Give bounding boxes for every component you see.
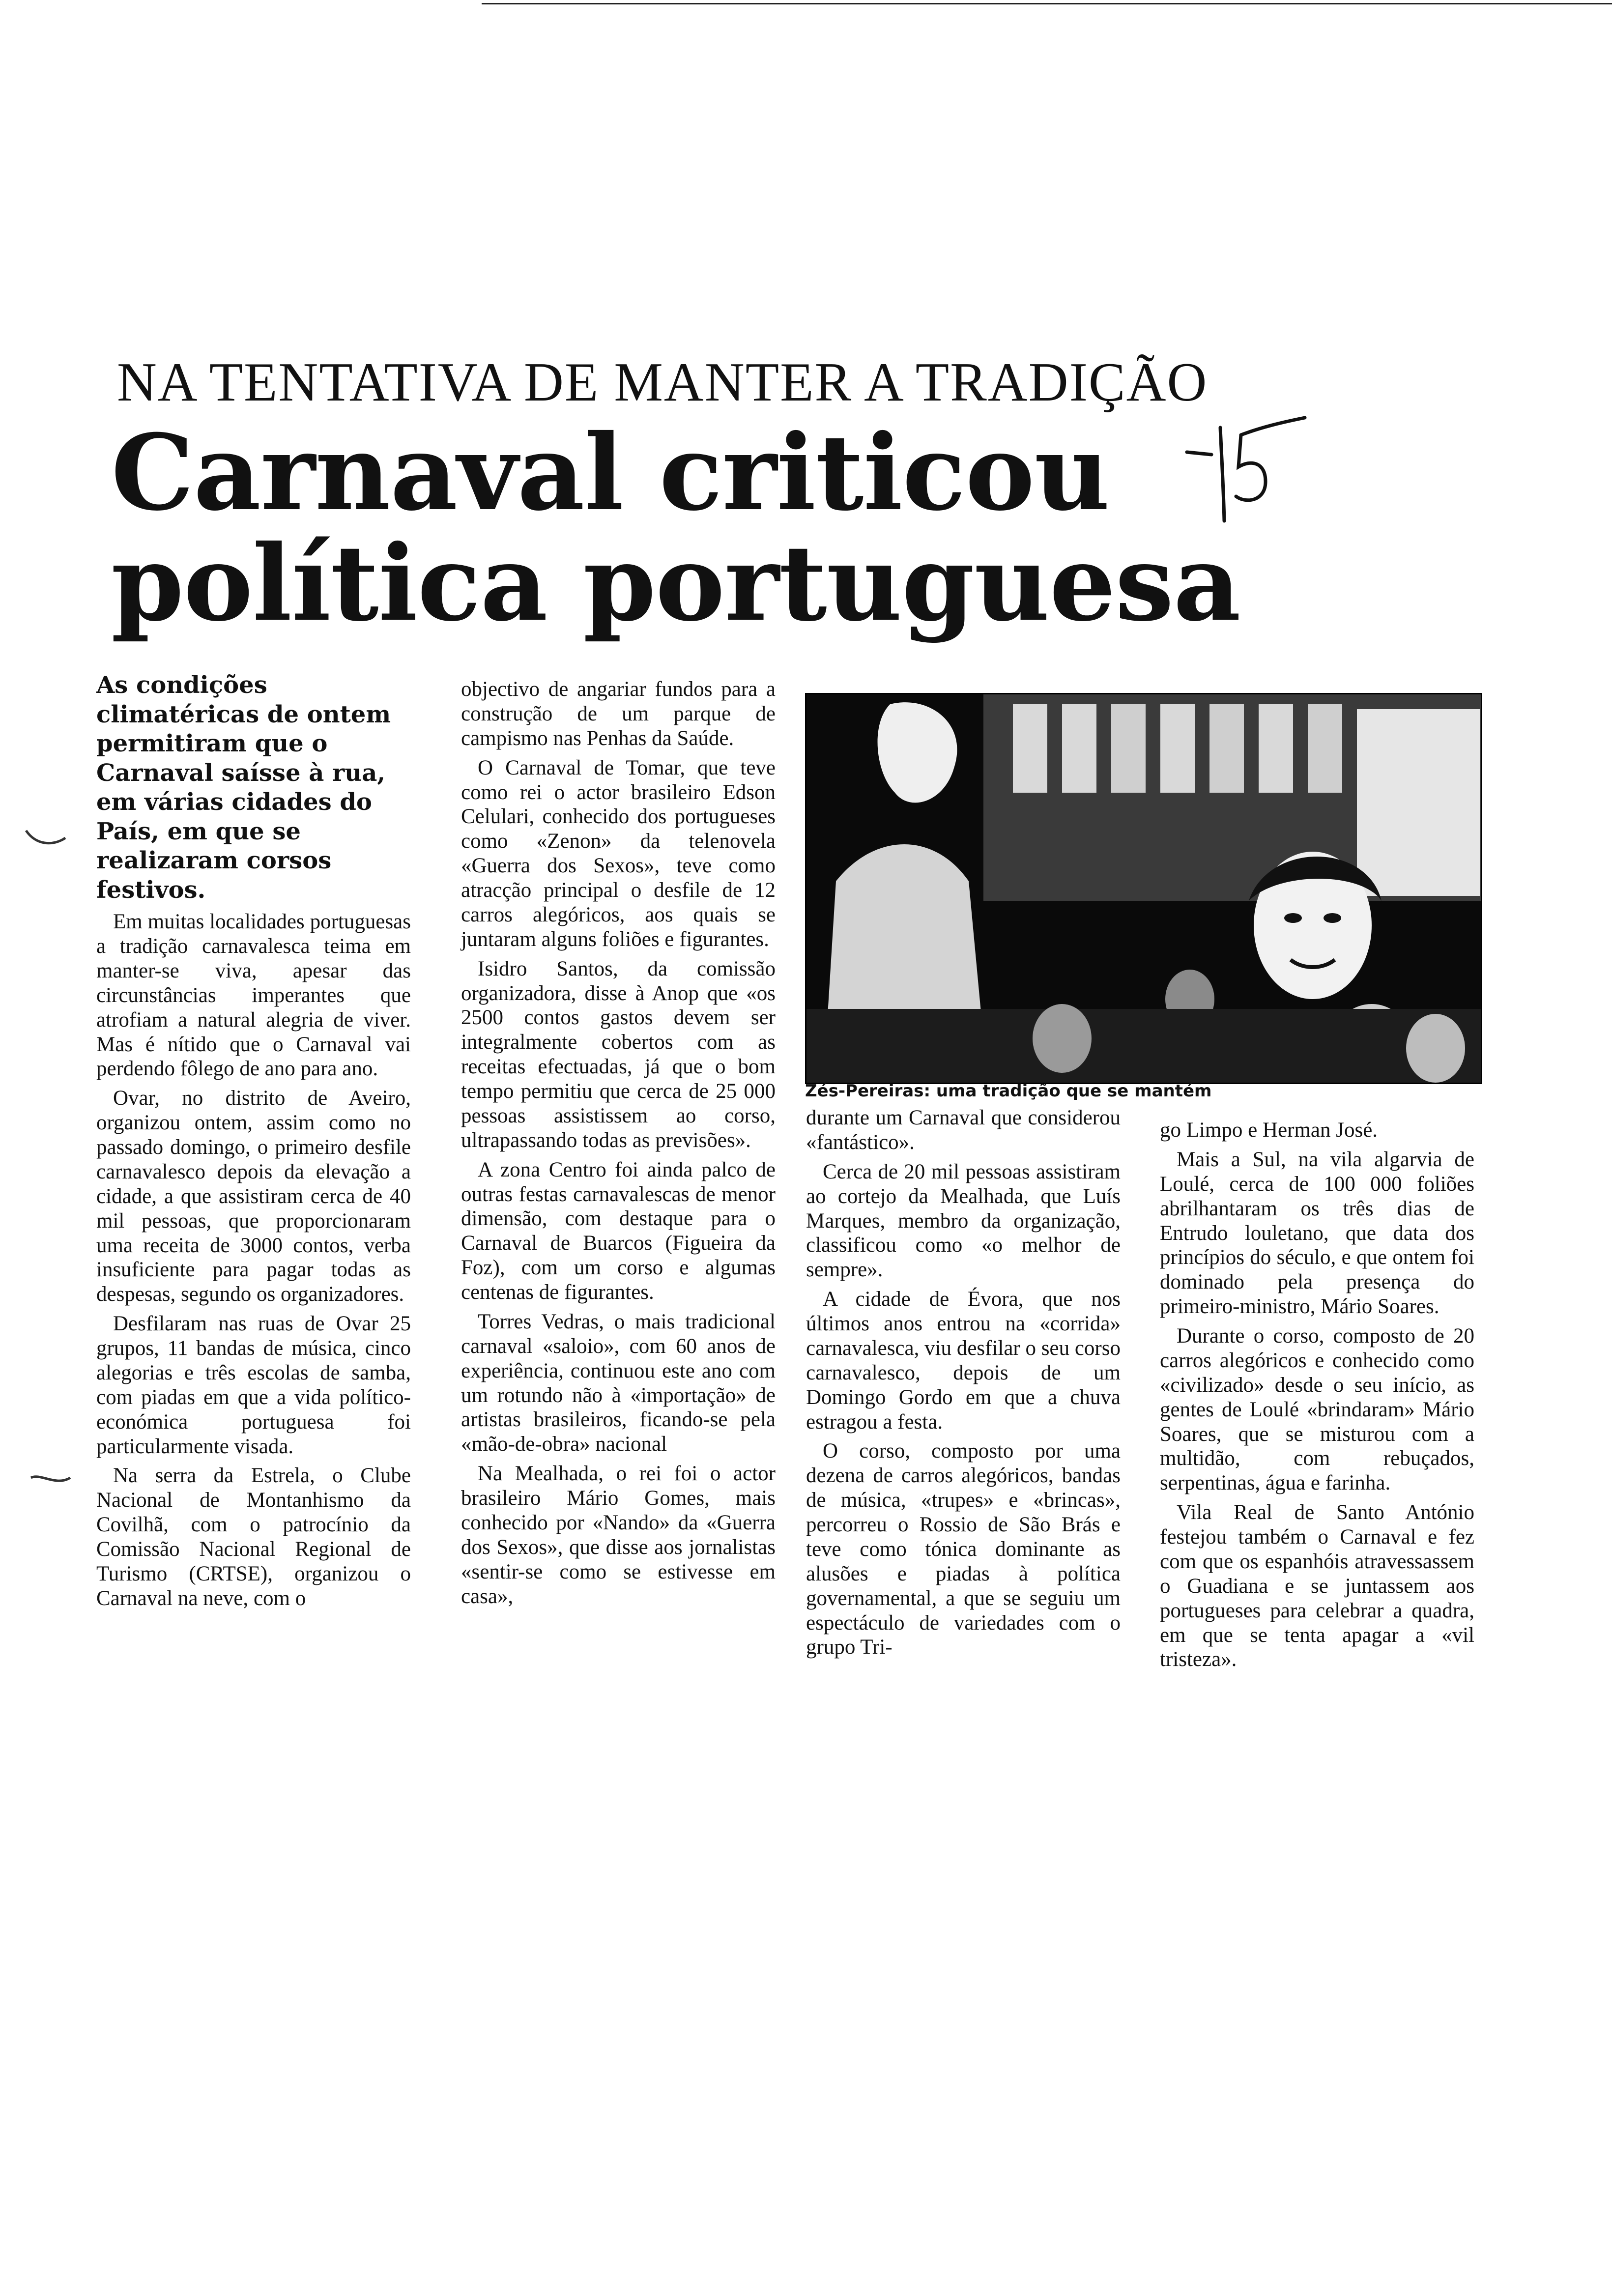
article-column-3 [806,1106,1121,1665]
article-photo [805,693,1482,1084]
article-kicker: NA TENTATIVA DE MANTER A TRADIÇÃO [117,352,1208,413]
handwritten-note-15 [1182,408,1320,536]
paragraph: A cidade de Évora, que nos últimos anos entrou na «corrida» carnavalesca, viu desfilar o seu corso carnavalesco, depois de um Domingo Gordo em que a chuva estragou a festa. [806,1288,1121,1434]
margin-mark-lower [29,1472,73,1496]
carnival-photo-illustration [806,694,1481,1083]
article-column-4 [1160,1118,1474,1677]
paragraph: A zona Centro foi ainda palco de outras festas carnavalescas de menor dimensão, com destaque para o Carnaval de Buarcos (Figueira da Foz), com um corso e algumas centenas de figurantes. [461,1158,776,1304]
paragraph: Em muitas localidades portuguesas a tradição carnavalesca teima em manter-se viva, apesar das circunstâncias imperantes que atrofiam a natural alegria de viver. Mas é nítido que o Carnaval vai perdendo fôlego de ano para ano. [96,910,411,1081]
paragraph: objectivo de angariar fundos para a construção de um parque de campismo nas Penhas da Saúde. [461,678,776,750]
paragraph: Cerca de 20 mil pessoas assistiram ao cortejo da Mealhada, que Luís Marques, membro da organização, classificou como «o melhor de sempre». [806,1160,1121,1282]
paragraph: Na serra da Estrela, o Clube Nacional de Montanhismo da Covilhã, com o patrocínio da Comissão Nacional Regional de Turismo (CRTSE), organizou o Carnaval na neve, com o [96,1464,411,1610]
photo-caption: Zés-Pereiras: uma tradição que se mantém [805,1081,1212,1101]
paragraph: Na Mealhada, o rei foi o actor brasileiro Mário Gomes, mais conhecido por «Nando» da «Guerra dos Sexos», que disse aos jornalistas «sentir-se como se estivesse em casa», [461,1462,776,1608]
paragraph: go Limpo e Herman José. [1160,1119,1378,1142]
paragraph: Vila Real de Santo António festejou também o Carnaval e fez com que os espanhóis atravessassem o Guadiana e se juntassem aos portugueses para celebrar a quadra, em que se tenta apagar a «vil tristeza». [1160,1501,1474,1671]
top-rule [482,3,1612,4]
paragraph: Mais a Sul, na vila algarvia de Loulé, cerca de 100 000 foliões abrilhantaram os três dias de Entrudo louletano, que data dos princípios do século, e que ontem foi dominado pela presença do primeiro-ministro, Mário Soares. [1160,1148,1474,1319]
paragraph: Desfilaram nas ruas de Ovar 25 grupos, 11 bandas de música, cinco alegorias e três escolas de samba, com piadas em que a vida político-económica portuguesa foi particularmente visada. [96,1312,411,1458]
paragraph: Ovar, no distrito de Aveiro, organizou ontem, assim como no passado domingo, o primeiro desfile carnavalesco depois da elevação a cidade, a que assistiram cerca de 40 mil pessoas, que proporcionaram uma receita de 3000 contos, verba insuficiente para pagar todas as despesas, segundo os organizadores. [96,1087,411,1306]
paragraph: O corso, composto por uma dezena de carros alegóricos, bandas de música, «trupes» e «brincas», percorreu o Rossio de São Brás e teve como tónica dominante as alusões e piadas à política governamental, a que se seguiu um espectáculo de variedades com o grupo Tri- [806,1439,1121,1659]
article-column-2 [461,677,776,1613]
margin-mark-upper [24,826,68,850]
paragraph: Durante o corso, composto de 20 carros alegóricos e conhecido como «civilizado» desde o seu início, as gentes de Loulé «brindaram» Mário Soares, que se misturou com a multidão, com rebuçados, serpentinas, água e farinha. [1160,1324,1474,1495]
paragraph: Isidro Santos, da comissão organizadora, disse à Anop que «os 2500 contos gastos devem ser integralmente cobertos com as receitas efectuadas, já que o bom tempo permitiu que cerca de 25 000 pessoas assistissem ao corso, ultrapassando todas as previsões». [461,957,776,1152]
paragraph: durante um Carnaval que considerou «fantástico». [806,1106,1121,1154]
paragraph: Torres Vedras, o mais tradicional carnaval «saloio», com 60 anos de experiência, continuou este ano com um rotundo não à «importação» de artistas brasileiros, ficando-se pela «mão-de-obra» nacional [461,1310,776,1456]
article-column-1 [96,671,411,1616]
paragraph: O Carnaval de Tomar, que teve como rei o actor brasileiro Edson Celulari, conhecido dos portugueses como «Zenon» da telenovela «Guerra dos Sexos», teve como atracção principal o desfile de 12 carros alegóricos, aos quais se juntaram alguns foliões e figurantes. [461,756,776,951]
article-lead: As condições climatéricas de ontem permitiram que o Carnaval saísse à rua, em várias cidades do País, em que se realizaram corsos festivos. [96,671,391,904]
article-headline: Carnaval criticou política portuguesa [111,411,1240,644]
